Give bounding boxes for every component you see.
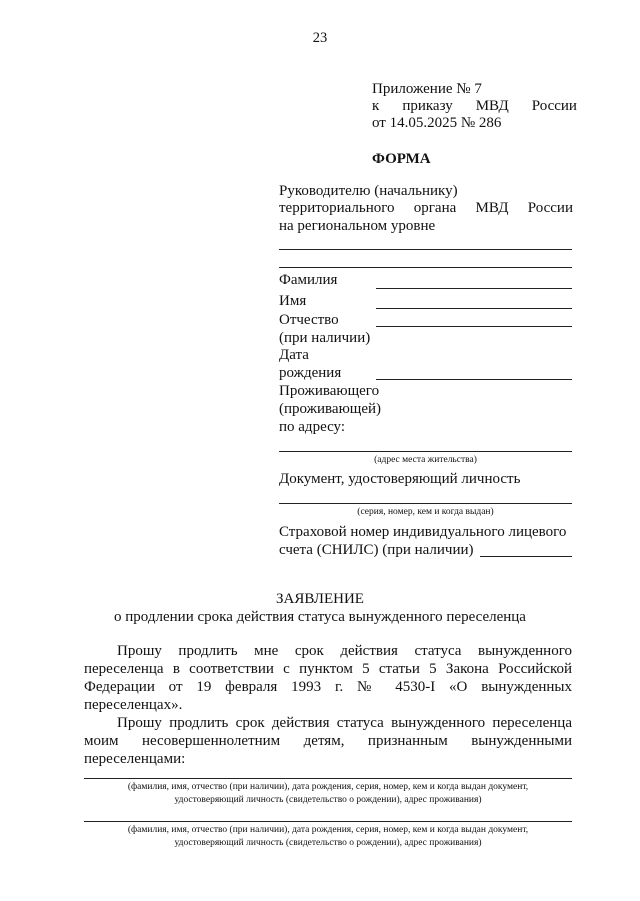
- addressee-word: территориального: [279, 200, 395, 216]
- statement-title: ЗАЯВЛЕНИЕ: [276, 591, 364, 607]
- snils-label: Страховой номер индивидуального лицевого: [279, 524, 567, 540]
- residing-label: по адресу:: [279, 419, 346, 435]
- patronymic-label: Отчество: [279, 312, 339, 328]
- name-label: Имя: [279, 293, 307, 309]
- page-number: 23: [312, 30, 328, 46]
- statement-paragraph-line: переселенца в соответствии с пунктом 5 статьи 5 Закона Российской: [84, 661, 572, 677]
- addressee-word: МВД: [475, 200, 509, 216]
- address-caption: (адрес места жительства): [374, 455, 477, 465]
- statement-paragraph-line: Федерации от 19 февраля 1993 г. № 4530-I «О вынужденных: [84, 679, 572, 695]
- statement-paragraph-line: переселенцах».: [84, 697, 183, 713]
- surname-label: Фамилия: [279, 272, 338, 288]
- child-info-field[interactable]: [84, 821, 572, 822]
- child-info-caption: (фамилия, имя, отчество (при наличии), дата рождения, серия, номер, кем и когда выдан документ,: [127, 825, 529, 835]
- appendix-date: от 14.05.2025 № 286: [372, 115, 502, 131]
- addressee-blank-line[interactable]: [279, 267, 572, 268]
- addressee-blank-line[interactable]: [279, 249, 572, 250]
- statement-subtitle: о продлении срока действия статуса вынужденного переселенца: [114, 609, 526, 625]
- addressee-word: органа: [413, 200, 457, 216]
- patronymic-note: (при наличии): [279, 330, 371, 346]
- appendix-word: к: [372, 98, 380, 114]
- identity-document-label: Документ, удостоверяющий личность: [279, 471, 521, 487]
- statement-paragraph-line: Прошу продлить срок действия статуса вынужденного переселенца: [117, 715, 572, 731]
- birth-date-label: рождения: [279, 365, 342, 381]
- surname-field[interactable]: [376, 288, 572, 289]
- appendix-word: приказу: [402, 98, 453, 114]
- appendix-title: Приложение № 7: [372, 81, 482, 97]
- snils-label: счета (СНИЛС) (при наличии): [279, 542, 474, 558]
- identity-document-field[interactable]: [279, 503, 572, 504]
- appendix-word: России: [531, 98, 577, 114]
- child-info-caption: (фамилия, имя, отчество (при наличии), дата рождения, серия, номер, кем и когда выдан документ,: [127, 782, 529, 792]
- residing-label: (проживающей): [279, 401, 382, 417]
- child-info-field[interactable]: [84, 778, 572, 779]
- statement-paragraph-line: переселенцами:: [84, 751, 186, 767]
- name-field[interactable]: [376, 308, 572, 309]
- birth-date-field[interactable]: [376, 379, 572, 380]
- addressee-line-2: [279, 199, 573, 217]
- addressee-word: России: [527, 200, 573, 216]
- appendix-word: МВД: [475, 98, 509, 114]
- child-info-caption: удостоверяющий личность (свидетельство о рождении), адрес проживания): [174, 838, 482, 848]
- identity-document-caption: (серия, номер, кем и когда выдан): [357, 507, 494, 517]
- patronymic-field[interactable]: [376, 326, 572, 327]
- addressee-line-3: на региональном уровне: [279, 218, 436, 234]
- statement-paragraph-line: Прошу продлить мне срок действия статуса вынужденного: [117, 643, 572, 659]
- birth-date-label: Дата: [279, 347, 309, 363]
- snils-field[interactable]: [480, 556, 572, 557]
- addressee-line-1: Руководителю (начальнику): [279, 183, 458, 199]
- residing-label: Проживающего: [279, 383, 380, 399]
- address-field[interactable]: [279, 451, 572, 452]
- appendix-order-ref: [372, 97, 577, 115]
- statement-paragraph-line: моим несовершеннолетним детям, признанным вынужденными: [84, 733, 572, 749]
- child-info-caption: удостоверяющий личность (свидетельство о рождении), адрес проживания): [174, 795, 482, 805]
- form-title: ФОРМА: [372, 151, 431, 167]
